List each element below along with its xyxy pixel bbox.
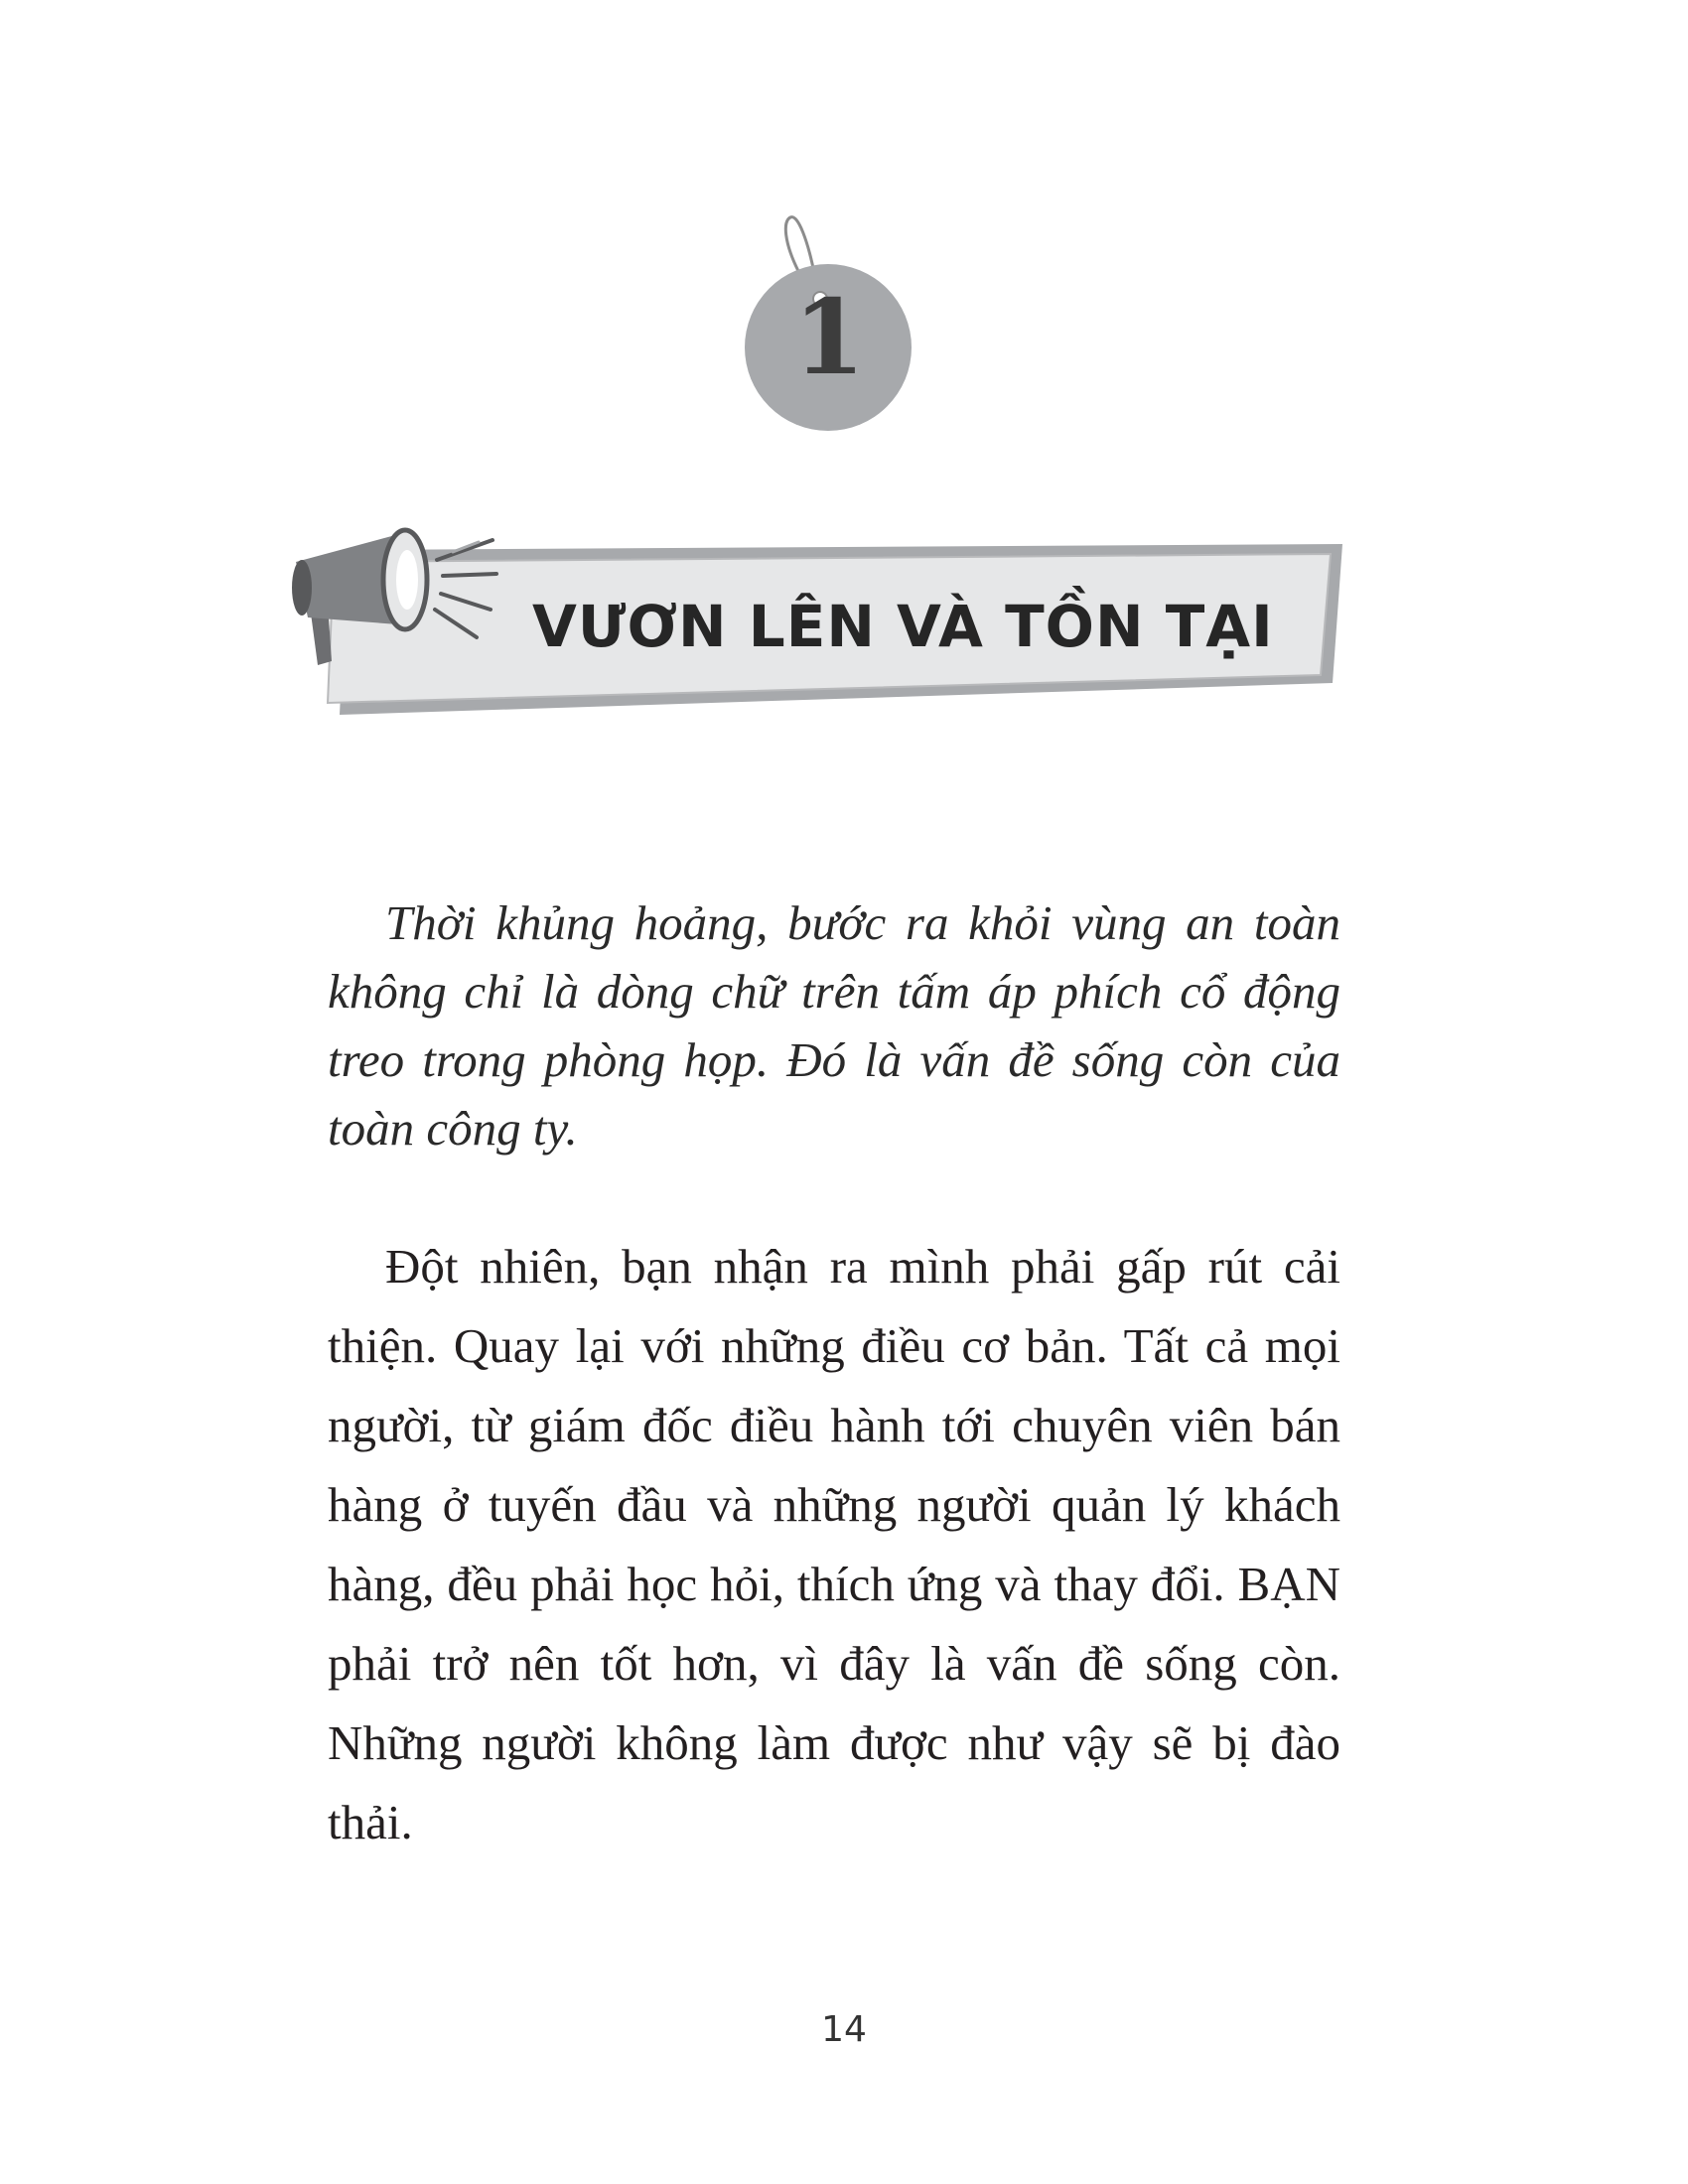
page-number: 14 bbox=[821, 2009, 867, 2050]
chapter-title: VƯƠN LÊN VÀ TỒN TẠI bbox=[532, 593, 1274, 660]
chapter-number: 1 bbox=[792, 276, 866, 398]
chapter-title-banner bbox=[288, 526, 1360, 725]
body-paragraph: Đột nhiên, bạn nhận ra mình phải gấp rút cải thiện. Quay lại với những điều cơ bản. Tất cả mọi người, từ giám đốc điều hành tới chuyên viên bán hàng ở tuyến đầu và những người quản lý khách hàng, đều phải học hỏi, thích ứng và thay đổi. BẠN phải trở nên tốt hơn, vì đây là vấn đề sống còn. Những người không làm được như vậy sẽ bị đào thải. bbox=[328, 1239, 1340, 1849]
chapter-tag bbox=[735, 213, 923, 437]
intro-paragraph: Thời khủng hoảng, bước ra khỏi vùng an toàn không chỉ là dòng chữ trên tấm áp phích cổ động treo trong phòng họp. Đó là vấn đề sống còn của toàn công ty. bbox=[328, 895, 1340, 1156]
